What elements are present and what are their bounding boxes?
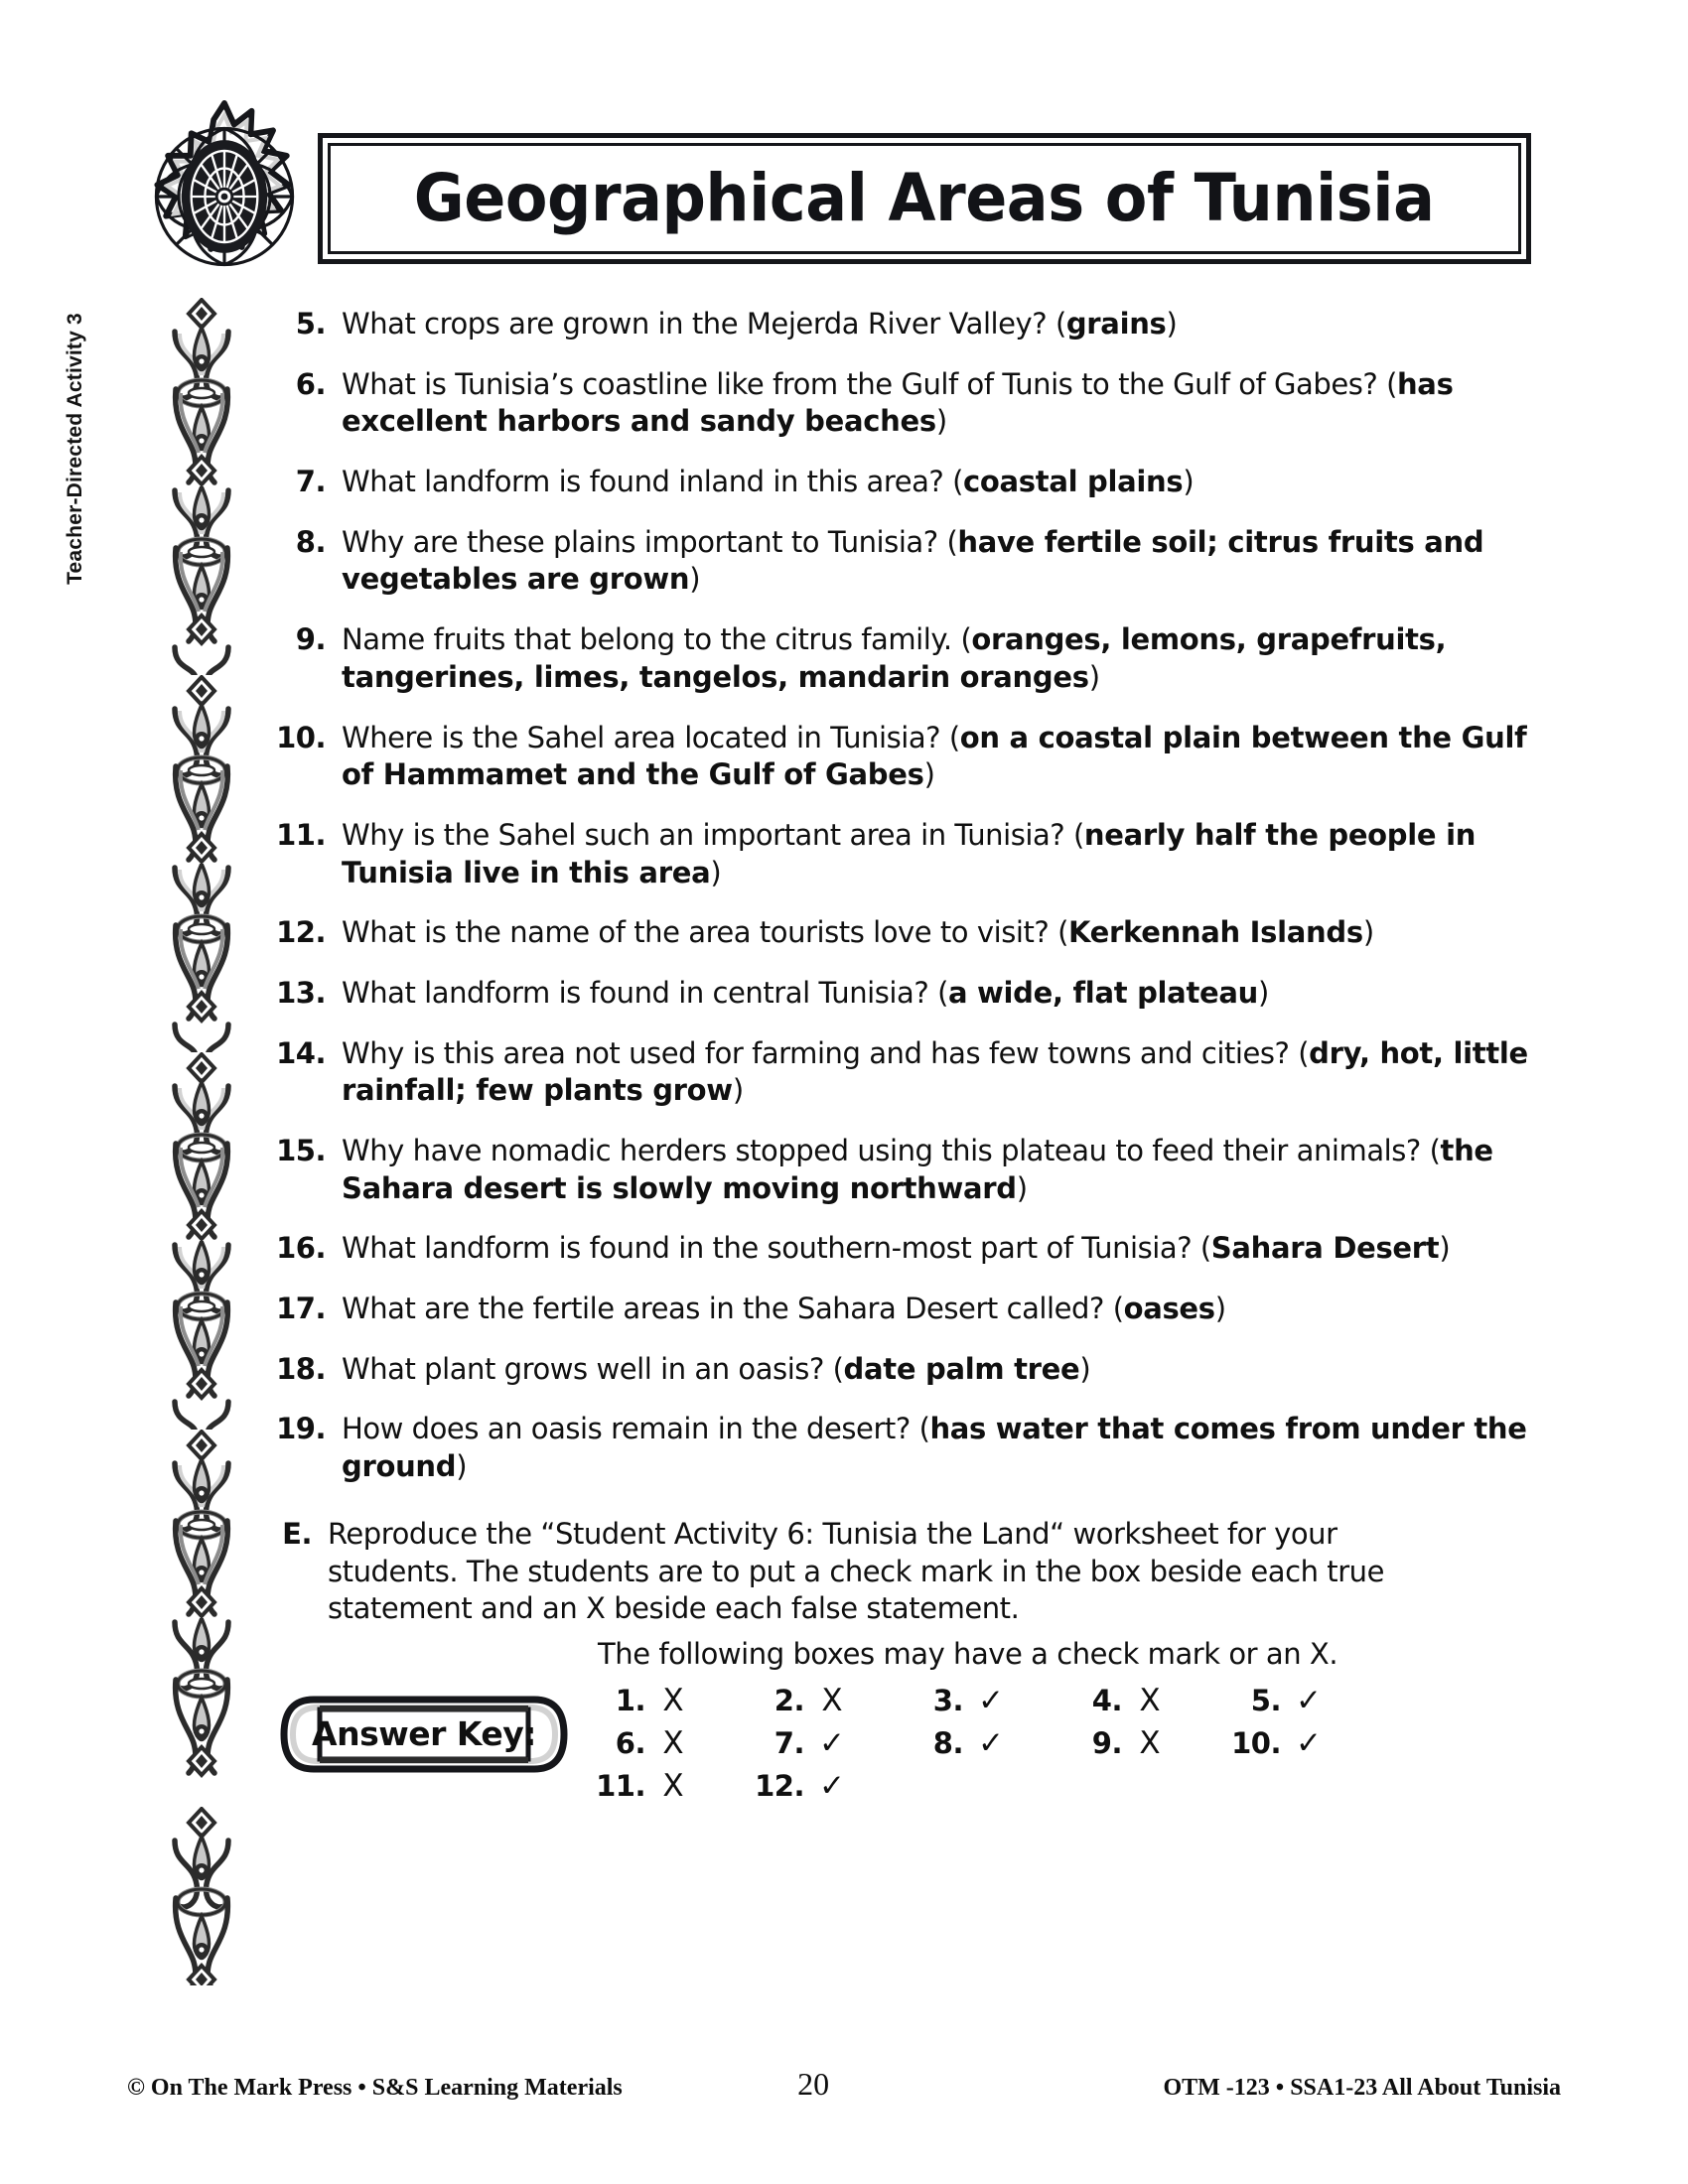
page-header (0, 111, 1688, 290)
question-number: 8. (295, 524, 326, 559)
answer-key-note: The following boxes may have a check mark or an X. (598, 1637, 1338, 1671)
question-row (270, 817, 1561, 891)
footer-page-number: 20 (797, 2066, 830, 2102)
question-answer: have fertile soil; citrus fruits and vegetables are grown (342, 524, 1484, 597)
answer-key-entry (592, 1680, 751, 1722)
question-row (270, 1133, 1561, 1207)
question-answer: coastal plains (963, 465, 1184, 499)
page-title: Geographical Areas of Tunisia (414, 160, 1435, 236)
answer-key-number: 8. (932, 1726, 963, 1761)
answer-key-mark: ✓ (978, 1683, 1004, 1719)
question-row (270, 720, 1561, 794)
footer-product-code: OTM -123 • SSA1-23 All About Tunisia (1163, 2075, 1561, 2101)
question-row (270, 464, 1561, 501)
answer-paren-open: ( (1429, 1134, 1441, 1167)
answer-paren-close: ) (1016, 1170, 1028, 1205)
answer-key-entry (1068, 1680, 1227, 1722)
page-footer (0, 2066, 1688, 2103)
answer-paren-open: ( (952, 465, 964, 499)
answer-key-number: 7. (774, 1726, 804, 1761)
question-text (342, 1411, 1561, 1485)
question-number: 14. (276, 1035, 326, 1070)
question-row (270, 1351, 1561, 1389)
answer-paren-open: ( (946, 524, 958, 559)
answer-key-entry (751, 1765, 910, 1808)
answer-key-number: 3. (932, 1684, 963, 1718)
answer-paren-close: ) (1362, 915, 1374, 950)
answer-key-entry (751, 1680, 910, 1722)
answer-key-entry (910, 1722, 1068, 1765)
question-row (270, 621, 1561, 696)
question-answer: the Sahara desert is slowly moving northward (342, 1134, 1493, 1205)
question-row (270, 914, 1561, 952)
question-text (342, 524, 1561, 599)
question-answer: Kerkennah Islands (1067, 915, 1363, 950)
sidebar-activity-label: Teacher-Directed Activity 3 (64, 313, 86, 585)
question-text (342, 975, 1561, 1013)
answer-paren-close: ) (1258, 975, 1269, 1010)
question-row (270, 975, 1561, 1013)
answer-key-mark: ✓ (819, 1725, 845, 1762)
answer-paren-close: ) (1088, 659, 1100, 694)
question-text (342, 621, 1561, 696)
answer-key-number: 2. (774, 1684, 804, 1718)
answer-key-number: 1. (615, 1684, 645, 1718)
answer-key-row (270, 1680, 1591, 1808)
ornamental-border-icon (167, 298, 236, 1985)
answer-paren-close: ) (456, 1449, 468, 1484)
question-number: 11. (276, 817, 326, 852)
question-text (342, 1291, 1561, 1328)
title-banner-inner (328, 143, 1521, 254)
question-answer: oranges, lemons, grapefruits, tangerines, limes, tangelos, mandarin oranges (342, 622, 1447, 694)
answer-key-mark: ✓ (819, 1768, 845, 1805)
question-text (342, 306, 1561, 343)
answer-key-entry (592, 1765, 751, 1808)
answer-key-number: 6. (615, 1726, 645, 1761)
answer-key-grid (592, 1680, 1591, 1808)
question-number: 18. (276, 1351, 326, 1386)
answer-key-number: 12. (755, 1769, 804, 1804)
question-prompt: Why have nomadic herders stopped using this plateau to feed their animals? (342, 1134, 1430, 1167)
answer-paren-open: ( (960, 622, 972, 657)
answer-paren-open: ( (1057, 915, 1068, 950)
answer-key-entry (1068, 1722, 1227, 1765)
answer-key-mark: ✓ (978, 1725, 1004, 1762)
question-number: 9. (295, 622, 326, 657)
question-number: 7. (295, 465, 326, 499)
answer-key-mark: X (1139, 1683, 1161, 1719)
title-banner (318, 133, 1531, 264)
answer-key-entry (751, 1722, 910, 1765)
answer-paren-close: ) (1183, 465, 1195, 499)
answer-key-number: 11. (596, 1769, 645, 1804)
question-answer: Sahara Desert (1210, 1231, 1440, 1266)
question-answer: has excellent harbors and sandy beaches (342, 366, 1454, 439)
answer-paren-close: ) (689, 562, 701, 597)
question-text (342, 1351, 1561, 1389)
question-text (342, 1133, 1561, 1207)
answer-paren-open: ( (918, 1412, 930, 1446)
question-number: 16. (276, 1231, 326, 1266)
question-number: 10. (276, 720, 326, 754)
answer-key-mark: ✓ (1296, 1725, 1322, 1762)
answer-paren-open: ( (937, 975, 948, 1010)
question-number: 13. (276, 975, 326, 1010)
question-row (270, 524, 1561, 599)
question-text (342, 1035, 1561, 1110)
instruction-item-e (270, 1516, 1561, 1628)
answer-paren-open: ( (1073, 817, 1084, 852)
answer-paren-close: ) (1439, 1231, 1451, 1266)
answer-key-mark: X (662, 1768, 684, 1805)
item-e-text: Reproduce the “Student Activity 6: Tunisia the Land“ worksheet for your students. The students are to put a check mark in the box beside each true statement and an X beside each false statement. (328, 1516, 1384, 1626)
question-answer: has water that comes from under the ground (342, 1412, 1527, 1484)
question-answer: nearly half the people in Tunisia live in this area (342, 817, 1477, 889)
question-text (342, 366, 1561, 441)
question-prompt: Why is this area not used for farming and has few towns and cities? (342, 1035, 1299, 1070)
answer-paren-open: ( (1055, 307, 1066, 341)
rosette-medallion-icon (127, 99, 322, 294)
answer-paren-close: ) (710, 855, 722, 889)
answer-key-number: 4. (1091, 1684, 1122, 1718)
question-row (270, 1230, 1561, 1268)
question-number: 15. (276, 1134, 326, 1167)
answer-key-entry (1227, 1722, 1386, 1765)
question-answer: date palm tree (843, 1351, 1080, 1386)
answer-paren-close: ) (1166, 307, 1178, 341)
answer-paren-close: ) (935, 404, 947, 439)
answer-paren-close: ) (732, 1073, 744, 1108)
item-e-letter: E. (282, 1516, 312, 1551)
question-number: 17. (276, 1292, 326, 1326)
question-row (270, 366, 1561, 441)
question-number: 5. (295, 307, 326, 341)
footer-copyright: © On The Mark Press • S&S Learning Materials (127, 2075, 623, 2101)
question-row (270, 1411, 1561, 1485)
answer-paren-open: ( (948, 720, 960, 754)
answer-key-mark: ✓ (1296, 1683, 1322, 1719)
answer-key-mark: X (662, 1683, 684, 1719)
answer-paren-open: ( (832, 1351, 844, 1386)
question-text (342, 1230, 1561, 1268)
question-prompt: Why is the Sahel such an important area in Tunisia? (342, 817, 1074, 852)
question-row (270, 306, 1561, 343)
question-prompt: What is the name of the area tourists love to visit? (342, 915, 1058, 950)
question-prompt: What are the fertile areas in the Sahara Desert called? (342, 1292, 1113, 1326)
answer-key-entry (1227, 1680, 1386, 1722)
question-prompt: What landform is found in central Tunisia? (342, 975, 938, 1010)
question-text (342, 914, 1561, 952)
question-row (270, 1035, 1561, 1110)
question-text (342, 464, 1561, 501)
question-number: 19. (276, 1412, 326, 1446)
answer-paren-close: ) (1079, 1351, 1091, 1386)
question-prompt: What landform is found in the southern-most part of Tunisia? (342, 1231, 1200, 1266)
question-prompt: What landform is found inland in this area? (342, 465, 953, 499)
answer-key-mark: X (821, 1683, 843, 1719)
answer-paren-open: ( (1386, 366, 1397, 401)
answer-key-number: 9. (1091, 1726, 1122, 1761)
answer-key-mark: X (1139, 1725, 1161, 1762)
answer-paren-open: ( (1112, 1292, 1124, 1326)
answer-paren-close: ) (923, 757, 935, 792)
question-prompt: How does an oasis remain in the desert? (342, 1412, 919, 1446)
answer-key-entry (910, 1680, 1068, 1722)
answer-key-badge-label: Answer Key: (312, 1714, 536, 1754)
question-answer: dry, hot, little rainfall; few plants grow (342, 1035, 1528, 1108)
answer-key-number: 10. (1231, 1726, 1281, 1761)
question-row (270, 1291, 1561, 1328)
question-prompt: Name fruits that belong to the citrus family. (342, 622, 961, 657)
answer-key-section (270, 1636, 1591, 1808)
question-text (342, 720, 1561, 794)
question-prompt: What crops are grown in the Mejerda River Valley? (342, 307, 1055, 341)
answer-paren-close: ) (1214, 1292, 1226, 1326)
answer-key-badge (280, 1696, 568, 1773)
questions-list (270, 306, 1561, 1638)
question-answer: a wide, flat plateau (947, 975, 1258, 1010)
question-prompt: What is Tunisia’s coastline like from the Gulf of Tunis to the Gulf of Gabes? (342, 366, 1387, 401)
question-answer: on a coastal plain between the Gulf of Hammamet and the Gulf of Gabes (342, 720, 1527, 792)
answer-paren-open: ( (1199, 1231, 1211, 1266)
question-number: 6. (295, 366, 326, 401)
question-prompt: Why are these plains important to Tunisia? (342, 524, 947, 559)
question-prompt: Where is the Sahel area located in Tunisia? (342, 720, 949, 754)
answer-paren-open: ( (1298, 1035, 1310, 1070)
question-prompt: What plant grows well in an oasis? (342, 1351, 833, 1386)
question-text (342, 817, 1561, 891)
answer-key-mark: X (662, 1725, 684, 1762)
answer-key-entry (592, 1722, 751, 1765)
answer-key-number: 5. (1250, 1684, 1281, 1718)
question-answer: grains (1065, 307, 1167, 341)
question-number: 12. (276, 915, 326, 950)
question-answer: oases (1123, 1292, 1215, 1326)
